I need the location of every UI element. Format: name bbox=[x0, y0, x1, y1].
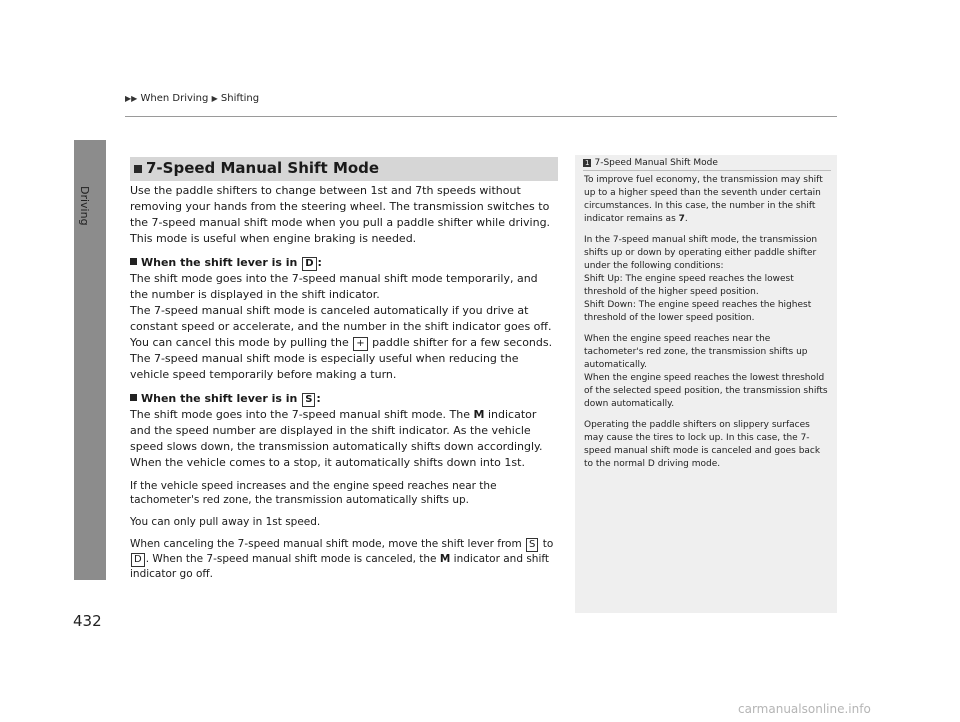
paragraph-d4: The 7-speed manual shift mode is especially useful when reducing the vehicle speed temporarily before making a turn. bbox=[130, 352, 519, 381]
header-divider bbox=[125, 116, 837, 117]
notes-content bbox=[584, 174, 830, 479]
breadcrumb bbox=[125, 93, 259, 104]
paragraph-d3: You can cancel this mode by pulling the + paddle shifter for a few seconds. bbox=[130, 336, 553, 349]
key-s: S bbox=[302, 393, 315, 407]
watermark: carmanualsonline.info bbox=[738, 702, 871, 716]
sidebar-label: Driving bbox=[78, 186, 91, 226]
subheading-d: When the shift lever is in D : bbox=[130, 255, 558, 271]
heading-title: 7-Speed Manual Shift Mode bbox=[146, 159, 380, 177]
notes-divider bbox=[583, 170, 831, 171]
section-body bbox=[130, 183, 558, 581]
page-number: 432 bbox=[73, 612, 102, 630]
breadcrumb-shifting[interactable]: Shifting bbox=[220, 93, 260, 104]
bullet-square-icon bbox=[130, 394, 137, 401]
note-paragraph-3: When the engine speed reaches near the tachometer's red zone, the transmission shifts up automatically. When the engine speed reaches the lowest threshold of the selected speed position, the transmission shifts down automatically. bbox=[584, 334, 828, 409]
paragraph-s4: When canceling the 7-speed manual shift mode, move the shift lever from S to D . When the 7-speed manual shift mode is canceled, the M indicator and shift indicator go off. bbox=[130, 538, 554, 580]
triangle-right-icon: ▶ bbox=[211, 94, 218, 103]
key-plus: + bbox=[353, 337, 367, 351]
notes-title: 1 7-Speed Manual Shift Mode bbox=[585, 158, 718, 168]
note-paragraph-2: In the 7-speed manual shift mode, the transmission shifts up or down by operating either paddle shifter under the following conditions: Shift Up: The engine speed reaches the lowest threshold of the higher speed position. Shift Down: The engine speed reaches the highest threshold of the lower speed position. bbox=[584, 235, 818, 323]
section-heading bbox=[130, 157, 558, 181]
triangle-right-icon: ▶▶ bbox=[125, 94, 138, 103]
intro-paragraph: Use the paddle shifters to change between 1st and 7th speeds without removing your hands from the steering wheel. The transmission switches to the 7-speed manual shift mode when you pull a paddle shifter while driving. This mode is useful when engine braking is needed. bbox=[130, 184, 551, 245]
subheading-s: When the shift lever is in S : bbox=[130, 391, 558, 407]
heading-square-icon bbox=[134, 165, 142, 173]
key-d: D bbox=[302, 257, 316, 271]
key-s-inline: S bbox=[526, 538, 538, 552]
note-paragraph-4: Operating the paddle shifters on slippery surfaces may cause the tires to lock up. In this case, the 7-speed manual shift mode is canceled and goes back to the normal D driving mode. bbox=[584, 420, 821, 469]
paragraph-d1: The shift mode goes into the 7-speed manual shift mode temporarily, and the number is displayed in the shift indicator. bbox=[130, 272, 538, 301]
notes-sidebox bbox=[575, 155, 837, 613]
key-d-inline: D bbox=[131, 553, 145, 567]
note-paragraph-1: To improve fuel economy, the transmission may shift up to a higher speed than the seventh under certain circumstances. In this case, the number in the shift indicator remains as 7. bbox=[584, 175, 823, 224]
paragraph-s1: The shift mode goes into the 7-speed manual shift mode. The M indicator and the speed number are displayed in the shift indicator. As the vehicle speed slows down, the transmission automatically shifts down accordingly. When the vehicle comes to a stop, it automatically shifts down into 1st. bbox=[130, 408, 543, 469]
breadcrumb-when-driving[interactable]: When Driving bbox=[140, 93, 209, 104]
paragraph-s3: You can only pull away in 1st speed. bbox=[130, 516, 321, 528]
paragraph-s2: If the vehicle speed increases and the engine speed reaches near the tachometer's red zone, the transmission automatically shifts up. bbox=[130, 480, 497, 506]
note-marker-icon: 1 bbox=[585, 159, 590, 167]
bullet-square-icon bbox=[130, 258, 137, 265]
paragraph-d2: The 7-speed manual shift mode is canceled automatically if you drive at constant speed or accelerate, and the number in the shift indicator goes off. bbox=[130, 304, 552, 333]
